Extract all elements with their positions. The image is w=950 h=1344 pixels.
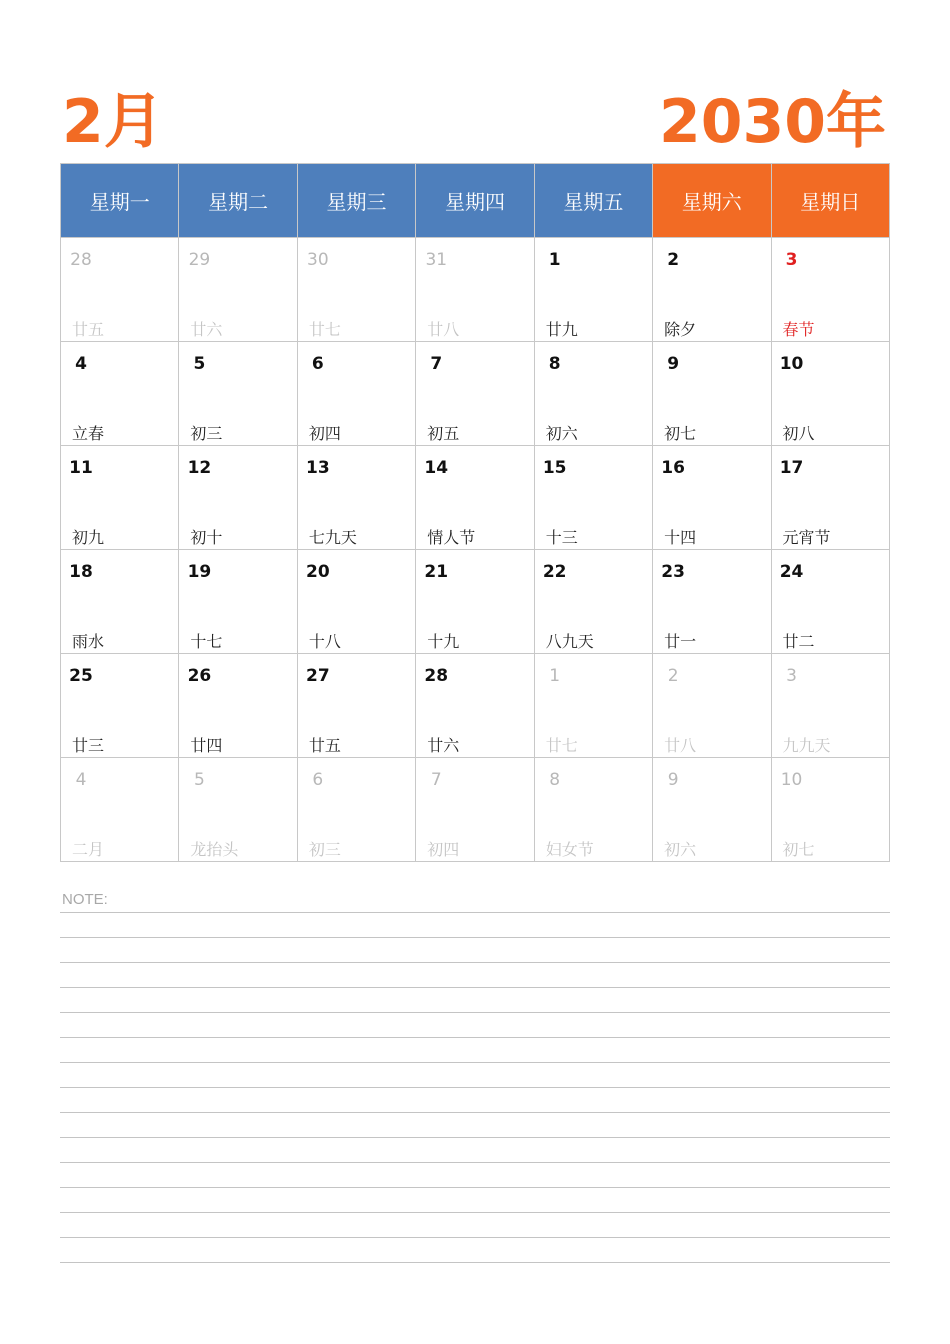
calendar-day-cell[interactable] bbox=[534, 758, 652, 862]
calendar-day-cell[interactable] bbox=[179, 342, 297, 446]
day-number: 4 bbox=[75, 354, 87, 374]
day-number: 14 bbox=[424, 458, 449, 478]
calendar-day-cell[interactable] bbox=[416, 446, 534, 550]
calendar-day-cell[interactable] bbox=[771, 342, 889, 446]
lunar-date: 初十 bbox=[190, 528, 223, 547]
note-line bbox=[60, 1012, 890, 1013]
day-number: 24 bbox=[779, 562, 804, 582]
note-line bbox=[60, 937, 890, 938]
lunar-date: 十三 bbox=[545, 528, 578, 547]
lunar-date: 廿二 bbox=[782, 632, 815, 651]
calendar-day-cell[interactable] bbox=[653, 758, 771, 862]
lunar-date: 初四 bbox=[308, 424, 341, 443]
calendar-body bbox=[61, 238, 890, 862]
lunar-date: 七九天 bbox=[308, 528, 357, 547]
weekday-header-fri: 星期五 bbox=[534, 164, 652, 238]
calendar-grid bbox=[60, 163, 890, 862]
calendar-week-row bbox=[61, 238, 890, 342]
calendar-day-cell[interactable] bbox=[179, 238, 297, 342]
day-number: 2 bbox=[667, 666, 679, 686]
calendar-day-cell[interactable] bbox=[653, 342, 771, 446]
day-number: 27 bbox=[306, 666, 330, 686]
note-line bbox=[60, 1112, 890, 1113]
lunar-date: 初三 bbox=[190, 424, 223, 443]
lunar-date: 廿一 bbox=[664, 632, 697, 651]
day-number: 19 bbox=[187, 562, 212, 582]
lunar-date: 廿六 bbox=[427, 736, 460, 755]
calendar-day-cell[interactable] bbox=[534, 342, 652, 446]
lunar-date: 初五 bbox=[427, 424, 460, 443]
note-line bbox=[60, 1237, 890, 1238]
lunar-date: 初八 bbox=[782, 424, 815, 443]
calendar-day-cell[interactable] bbox=[61, 446, 179, 550]
calendar-day-cell[interactable] bbox=[297, 446, 415, 550]
day-number: 8 bbox=[548, 354, 561, 374]
day-number: 29 bbox=[188, 250, 211, 270]
calendar-day-cell[interactable] bbox=[653, 238, 771, 342]
calendar-day-cell[interactable] bbox=[416, 758, 534, 862]
day-number: 9 bbox=[667, 770, 679, 790]
calendar-day-cell[interactable] bbox=[771, 446, 889, 550]
day-number: 5 bbox=[194, 770, 205, 790]
note-line bbox=[60, 987, 890, 988]
lunar-date: 廿七 bbox=[308, 320, 341, 339]
day-number: 11 bbox=[69, 458, 93, 478]
day-number: 22 bbox=[542, 562, 567, 582]
day-number: 25 bbox=[69, 666, 93, 686]
lunar-date: 十九 bbox=[427, 632, 460, 651]
note-line bbox=[60, 1262, 890, 1263]
note-line bbox=[60, 1062, 890, 1063]
lunar-date: 十八 bbox=[308, 632, 341, 651]
day-number: 23 bbox=[661, 562, 685, 582]
lunar-date: 立春 bbox=[72, 424, 105, 443]
note-line bbox=[60, 1187, 890, 1188]
lunar-date: 廿三 bbox=[72, 736, 105, 755]
lunar-date: 廿六 bbox=[190, 320, 223, 339]
calendar-day-cell[interactable] bbox=[416, 654, 534, 758]
lunar-date: 初四 bbox=[427, 840, 460, 859]
lunar-date: 廿八 bbox=[664, 736, 697, 755]
note-line bbox=[60, 912, 890, 913]
day-number: 7 bbox=[430, 770, 442, 790]
calendar-day-cell[interactable] bbox=[416, 238, 534, 342]
calendar-week-row bbox=[61, 654, 890, 758]
weekday-header-wed: 星期三 bbox=[297, 164, 415, 238]
day-number: 20 bbox=[306, 562, 330, 582]
day-number: 1 bbox=[548, 250, 561, 270]
note-label: NOTE: bbox=[62, 891, 108, 908]
day-number: 12 bbox=[187, 458, 212, 478]
month-title: 2月 bbox=[62, 87, 164, 157]
lunar-date: 初六 bbox=[664, 840, 697, 859]
day-number: 1 bbox=[549, 666, 561, 686]
day-number: 21 bbox=[424, 562, 449, 582]
day-number: 7 bbox=[430, 354, 443, 374]
day-number: 31 bbox=[425, 250, 448, 270]
day-number: 16 bbox=[661, 458, 685, 478]
note-line bbox=[60, 1137, 890, 1138]
calendar-day-cell[interactable] bbox=[771, 654, 889, 758]
lunar-date: 初九 bbox=[72, 528, 105, 547]
lunar-date: 廿七 bbox=[545, 736, 578, 755]
lunar-date: 初六 bbox=[545, 424, 578, 443]
lunar-date: 龙抬头 bbox=[190, 840, 239, 859]
calendar-day-cell[interactable] bbox=[653, 654, 771, 758]
day-number: 6 bbox=[312, 770, 324, 790]
weekday-header-sun: 星期日 bbox=[771, 164, 889, 238]
weekday-header-mon: 星期一 bbox=[61, 164, 179, 238]
calendar-day-cell[interactable] bbox=[61, 758, 179, 862]
lunar-date: 妇女节 bbox=[545, 840, 594, 859]
calendar-day-cell[interactable] bbox=[534, 550, 652, 654]
day-number: 15 bbox=[542, 458, 567, 478]
lunar-date: 九九天 bbox=[782, 736, 831, 755]
day-number: 6 bbox=[311, 354, 324, 374]
day-number: 18 bbox=[69, 562, 93, 582]
day-number: 10 bbox=[780, 770, 803, 790]
calendar-day-cell[interactable] bbox=[179, 758, 297, 862]
lunar-date: 雨水 bbox=[72, 632, 105, 651]
lunar-date: 情人节 bbox=[427, 528, 476, 547]
note-line bbox=[60, 1162, 890, 1163]
weekday-header-sat: 星期六 bbox=[653, 164, 771, 238]
day-number: 5 bbox=[193, 354, 206, 374]
day-number: 30 bbox=[307, 250, 329, 270]
calendar-day-cell[interactable] bbox=[416, 550, 534, 654]
day-number: 8 bbox=[549, 770, 561, 790]
calendar-day-cell[interactable] bbox=[297, 654, 415, 758]
lunar-date: 廿五 bbox=[308, 736, 341, 755]
day-number: 3 bbox=[785, 250, 798, 270]
calendar-day-cell[interactable] bbox=[61, 550, 179, 654]
lunar-date: 初七 bbox=[782, 840, 815, 859]
lunar-date: 初三 bbox=[308, 840, 341, 859]
day-number: 9 bbox=[667, 354, 680, 374]
calendar-day-cell[interactable] bbox=[179, 654, 297, 758]
calendar-day-cell[interactable] bbox=[297, 238, 415, 342]
calendar-day-cell[interactable] bbox=[297, 758, 415, 862]
year-title: 2030年 bbox=[659, 87, 886, 157]
lunar-date: 初七 bbox=[664, 424, 697, 443]
lunar-date: 廿八 bbox=[427, 320, 460, 339]
calendar-day-cell[interactable] bbox=[61, 342, 179, 446]
calendar-week-row bbox=[61, 342, 890, 446]
lunar-date: 十七 bbox=[190, 632, 223, 651]
lunar-date: 二月 bbox=[72, 840, 105, 859]
day-number: 28 bbox=[424, 666, 449, 686]
calendar-day-cell[interactable] bbox=[534, 238, 652, 342]
calendar-day-cell[interactable] bbox=[653, 550, 771, 654]
weekday-header-thu: 星期四 bbox=[416, 164, 534, 238]
calendar-day-cell[interactable] bbox=[534, 446, 652, 550]
day-number: 2 bbox=[667, 250, 680, 270]
calendar-day-cell[interactable] bbox=[771, 238, 889, 342]
note-line bbox=[60, 1037, 890, 1038]
calendar-day-cell[interactable] bbox=[771, 550, 889, 654]
weekday-header-row bbox=[61, 164, 890, 238]
lunar-date: 元宵节 bbox=[782, 528, 831, 547]
lunar-date: 八九天 bbox=[545, 632, 594, 651]
day-number: 13 bbox=[306, 458, 330, 478]
lunar-date: 除夕 bbox=[664, 320, 697, 339]
calendar-day-cell[interactable] bbox=[416, 342, 534, 446]
day-number: 4 bbox=[75, 770, 87, 790]
day-number: 28 bbox=[70, 250, 92, 270]
lunar-date: 廿五 bbox=[72, 320, 105, 339]
day-number: 26 bbox=[187, 666, 212, 686]
calendar-day-cell[interactable] bbox=[179, 550, 297, 654]
note-line bbox=[60, 1087, 890, 1088]
weekday-header-tue: 星期二 bbox=[179, 164, 297, 238]
calendar-week-row bbox=[61, 758, 890, 862]
day-number: 17 bbox=[779, 458, 804, 478]
calendar-day-cell[interactable] bbox=[534, 654, 652, 758]
calendar-day-cell[interactable] bbox=[297, 342, 415, 446]
day-number: 3 bbox=[786, 666, 797, 686]
calendar-day-cell[interactable] bbox=[297, 550, 415, 654]
calendar-day-cell[interactable] bbox=[61, 238, 179, 342]
calendar-day-cell[interactable] bbox=[771, 758, 889, 862]
lunar-date: 廿九 bbox=[545, 320, 578, 339]
calendar-day-cell[interactable] bbox=[179, 446, 297, 550]
calendar-day-cell[interactable] bbox=[61, 654, 179, 758]
note-line bbox=[60, 1212, 890, 1213]
lunar-date: 春节 bbox=[782, 320, 815, 339]
lunar-date: 十四 bbox=[664, 528, 697, 547]
note-line bbox=[60, 962, 890, 963]
lunar-date: 廿四 bbox=[190, 736, 223, 755]
calendar-day-cell[interactable] bbox=[653, 446, 771, 550]
calendar-week-row bbox=[61, 446, 890, 550]
calendar-week-row bbox=[61, 550, 890, 654]
day-number: 10 bbox=[779, 354, 804, 374]
